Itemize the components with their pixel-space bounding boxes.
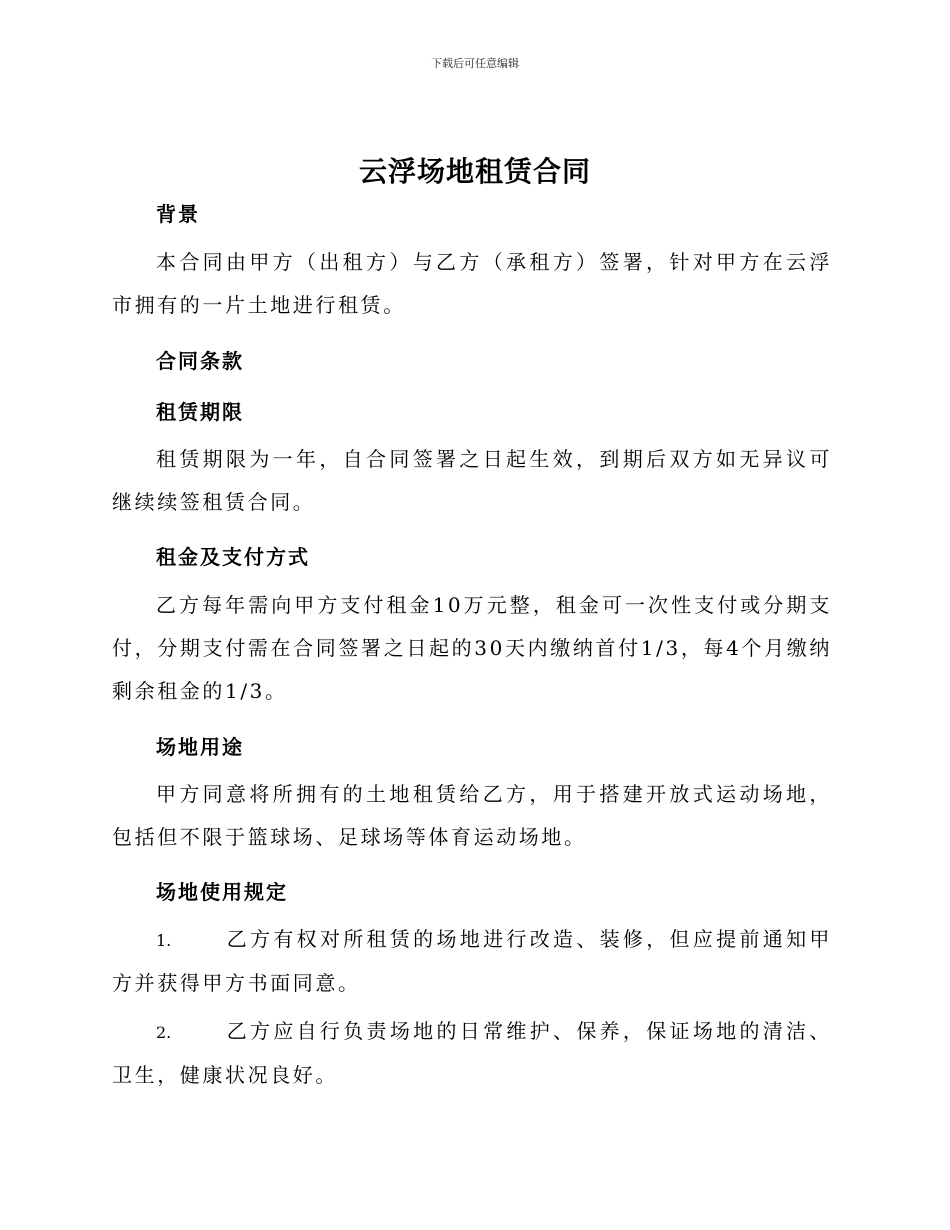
background-heading-block (112, 198, 832, 227)
use-paragraph: 甲方同意将所拥有的土地租赁给乙方，用于搭建开放式运动场地，包括但不限于篮球场、足球场等体育运动场地。 (112, 782, 832, 849)
term-paragraph: 租赁期限为一年，自合同签署之日起生效，到期后双方如无异议可继续续签租赁合同。 (112, 447, 832, 514)
terms-heading-block (112, 345, 832, 374)
header-note: 下载后可任意编辑 (431, 57, 519, 70)
rules-heading-block (112, 876, 832, 905)
background-paragraph: 本合同由甲方（出租方）与乙方（承租方）签署，针对甲方在云浮市拥有的一片土地进行租赁。 (112, 250, 832, 317)
term-paragraph-block (112, 438, 832, 524)
use-heading-block (112, 731, 832, 760)
rule-item-2 (112, 1010, 832, 1097)
list-item-text: 乙方应自行负责场地的日常维护、保养，保证场地的清洁、卫生，健康状况良好。 (112, 1019, 832, 1087)
terms-heading: 合同条款 (156, 349, 244, 373)
background-heading: 背景 (156, 202, 200, 226)
list-item-number: 1. (156, 931, 172, 950)
background-paragraph-block (112, 241, 832, 327)
term-heading: 租赁期限 (156, 400, 244, 424)
list-item-text: 乙方有权对所租赁的场地进行改造、装修，但应提前通知甲方并获得甲方书面同意。 (112, 927, 832, 995)
use-paragraph-block (112, 773, 832, 859)
rent-heading-block (112, 541, 832, 570)
rent-paragraph-block (112, 584, 832, 713)
list-item (112, 918, 832, 1005)
rent-paragraph: 乙方每年需向甲方支付租金10万元整，租金可一次性支付或分期支付，分期支付需在合同签署之日起的30天内缴纳首付1/3，每4个月缴纳剩余租金的1/3。 (112, 593, 832, 703)
document-title: 云浮场地租赁合同 (358, 155, 591, 188)
term-heading-block (112, 396, 832, 425)
rule-item-1 (112, 918, 832, 1005)
rent-heading: 租金及支付方式 (156, 545, 310, 569)
list-item-number: 2. (156, 1023, 172, 1042)
use-heading: 场地用途 (156, 735, 244, 759)
list-item (112, 1010, 832, 1097)
rules-heading: 场地使用规定 (156, 880, 288, 904)
